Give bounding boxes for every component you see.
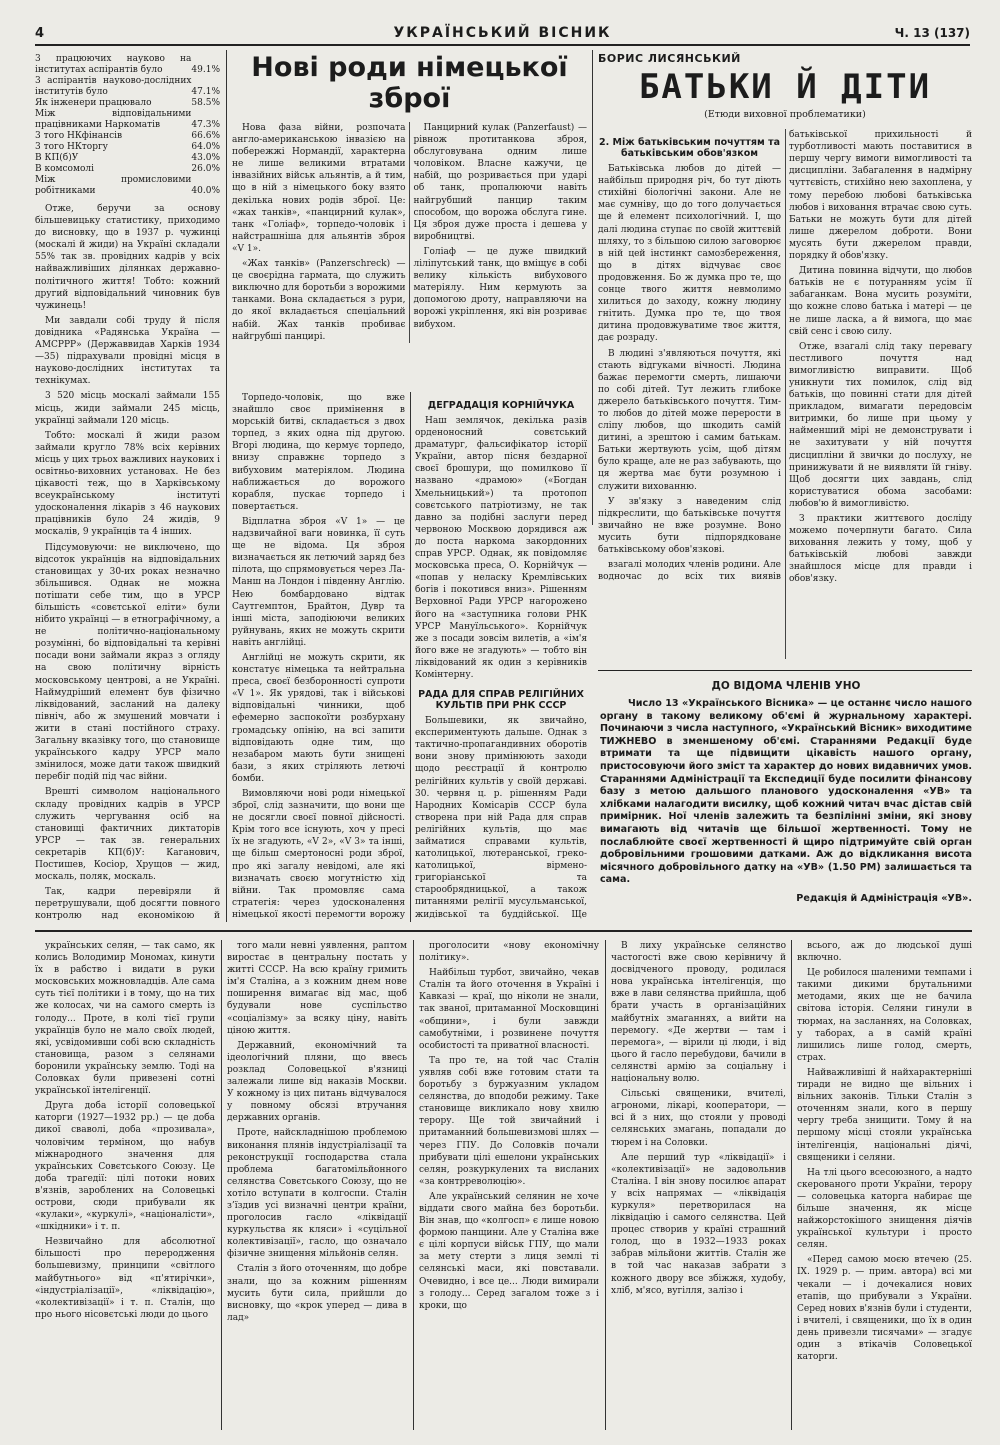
paragraph: українських селян, — так само, як колись Володимир Мономах, кинути їх в рабство і видати в руки московських можновладців. Але сама суть тієї політики і в тому, що на тих же колосах, чи на самого смерть із голоду... Проте, в колі тієї групи українців було не мало своїх людей, які, усвідомивши собі всю складність становища, разом з селянами боронили українську землю. Тоді на Соловках були привезені сотні української інтелігенції. [35, 941, 215, 1097]
article-body-continued [232, 392, 405, 922]
paragraph: Державний, економічний та ідеологічний пляни, що ввесь розклад Соловецької в'язниці залежали лише від наказів Москви. У кожному із цих питань відчувалося у повному обсязі втручання державних органів. [227, 1040, 407, 1124]
paragraph: Проте, найскладнішою проблемою виконання плянів індустріалізації та реконструкції господарства стала проблема багатомільйонного селянства Совєтського Союзу, що не хотіло вступати в колгоспи. Сталін з’їздив усі визначні центри країни, проголосив гасло «ліквідації куркульства як кляси» і «суцільної колективізації», гасло, що означало фізичне знищення мільйонів селян. [227, 1128, 407, 1260]
column-rule [410, 392, 411, 922]
paragraph: Відплатна зброя «V 1» — це надзвичайної ваги новинка, її суть ще не відома. Ця зброя визначається як летючий заряд без пілота, що спрямовується через Ла-Манш на Лондон і південну Англію. Нею бомбардовано відтак Саутгемптон, Брайтон, Дувр та інші міста, заподіюючи великих руйнувань, яких не можуть скрити навіть англійці. [232, 516, 405, 648]
stats-label: Між відповідальними працівниками Наркоматів [35, 109, 192, 130]
lower-column-1 [35, 940, 215, 1430]
paragraph: Отже, взагалі слід таку перевагу пестливого почуття над вимогливістю виправити. Щоб уникнути тих помилок, слід від батьків, що повинні стати для дітей прикладом, вимагати передовсім витримки, бо лише при цьому у найменший мірі не демонструвати і не захитувати у ній почуття дисципліни й звички до послуху, не принижувати й не виявляти їй гніву. Щоб досягти цих завдань, слід користуватися обома засобами: любов'ю й вимогливістю. [789, 341, 972, 509]
article-body [415, 415, 587, 681]
paragraph: Сільські священики, вчителі, агрономи, лікарі, кооператори, — всі й з них, що стояли у проводі селянських змагань, попадали до тюрем і на Соловки. [611, 1089, 786, 1148]
column-rule [791, 940, 792, 1430]
paragraph: проголосити «нову економічну політику». [419, 941, 599, 964]
paragraph: Англійці не можуть скрити, як констатує німецька та нейтральна преса, своєї безборонності супроти «V 1». Як урядові, так і військові відповідальні чинники, щоб ефемерно заспокоїти розбурхану громадську опінію, на всі запити відповідають одне тим, що незабаром мають бути знищені бази, з яких стріляють летючі бомби. [232, 652, 405, 784]
paragraph: Ми завдали собі труду й після довідника «Радянська Україна — АМСРРР» (Державвидав Харків 1934—35) підрахували провідні місця в науково-дослідних інститутах та технікумах. [35, 315, 220, 387]
paragraph: Отже, беручи за основу більшевицьку статистику, приходимо до висновку, що в 1937 р. чужинці (москалі й жиди) на Україні складали 55% так зв. провідних кадрів у всіх найважливіших ділянках державно-політичного життя! Тобто: кожний другий відповідальний чиновник був чужинець! [35, 204, 220, 311]
article-author: БОРИС ЛИСЯНСЬКИЙ [598, 52, 741, 65]
paragraph: «Жах танків» (Panzerschreck) — це своєрідна гармата, що служить виключно для боротьби з ворожими танками. Вона складається з рури, до якої вкладається спеціальний набій. Жах танків пробиває найгрубші панцирі. [232, 259, 406, 342]
stats-row [35, 76, 220, 98]
article-heading-korniychuk: ДЕГРАДАЦІЯ КОРНІЙЧУКА [427, 400, 575, 411]
lower-column-2 [227, 940, 407, 1430]
paragraph: 3 520 місць москалі займали 155 місць, жиди займали 245 місць, українці займали 120 місць. [35, 391, 220, 426]
column-1 [35, 54, 220, 922]
notice-heading: ДО ВІДОМА ЧЛЕНІВ УНО [711, 680, 861, 692]
articles-korniychuk-and-council [415, 392, 587, 922]
stats-label: 3 того НКторгу [35, 142, 108, 152]
article-headline: Нові роди німецької зброї [251, 52, 568, 114]
stats-row [35, 109, 220, 131]
paragraph: Большевики, як звичайно, експериментують дальше. Однак з тактично-пропагандивних оборотів вони знову примінюють заходи щодо реєстрації й контролю релігійних культів у своїй державі. 30. червня ц. р. рішенням Ради Народних Комісарів СССР була створена при ній Рада для справ релігійних культів, що має займатися справами культів, католицької, лютеранської, греко-католицької, вірмено-григоріанської та старообрядницької, а також питаннями релігії мусульманської, жидівської та буддійської. Ще [415, 716, 587, 920]
stats-label: Як інженери працювало [35, 98, 152, 108]
stats-value: 26.0% [191, 164, 220, 174]
paragraph: У зв'язку з наведеним слід підкреслити, що батьківське почуття звичайно не вже розумне. Воно мусить бути підпорядковане батьківському обов'язкові. [598, 496, 781, 555]
paragraph: Торпедо-чоловік, що вже знайшло своє примінення в морській битві, складається з двох торпед, з яких одна під другою. Вгорі людина, що кермує торпедо, внизу справжнє торпедо з вибуховим матеріялом. Людина наближається до ворожого корабля, пускає торпедо і повертається. [232, 393, 405, 512]
stats-value: 47.3% [191, 120, 220, 130]
stats-value: 49.1% [191, 65, 220, 75]
paragraph: Нова фаза війни, розпочата англо-американською інвазією на побережжі Нормандії, характерна не лише великими втратами інвазійних військ альянтів, а й тим, що в ній з німецького боку взято декілька нових родів зброї. Це: «жах танків», «панцирний кулак», танк «Голіаф», торпедо-чоловік і найстрашніша для альянтів зброя «V 1». [232, 123, 406, 254]
stats-value: 64.0% [191, 142, 220, 152]
page-number: 4 [35, 26, 45, 41]
paragraph: На тлі цього всесоюзного, а надто скерованого проти України, терору — соловецька каторга набирає ще більше значення, як місце найжорстокішого знищення діячів української культури і просто селян. [797, 1167, 972, 1251]
stats-row [35, 131, 220, 142]
lower-column-5 [797, 940, 972, 1430]
stats-label: 3 працюючих науково на інститутах аспірантів було [35, 54, 192, 75]
stats-row [35, 175, 220, 197]
paragraph: Вимовляючи нові роди німецької зброї, слід зазначити, що вони ще не досягли своєї повної дійсності. Крім того все існують, хоч у пресі їх не згадують, «V 2», «V 3» та інші, ще більш смертоносні роди зброї, про які загалу невідомі, але які визначать своєю могутністю хід війни. Так промовляє сама стратегія: через удосконалення німецької якості перемогти ворожу [232, 789, 405, 920]
paragraph: Тобто: москалі й жиди разом займали кругло 78% всіх керівних місць у цих трьох важливих наукових і освітньо-виховних установах. Не без цікавості теж, що в Харківському всеукраїнському інституті удосконалення лікарів з 46 наукових працівників було 24 жидів, 9 москалів, 9 українців та 4 інших. [35, 430, 220, 538]
stats-label: Між промисловими робітниками [35, 175, 192, 196]
paragraph: В людині з'являються почуття, які стають відгуками вічності. Людина бажає перемогти смерть, лишаючи по собі дітей. Тут лежить глибоке джерело батьківського почуття. Тим-то любов до дітей може перерости в сліпу любов, що шкодить самій дитині, а зрештою і самим батькам. Батьки жертвують усім, щоб дітям було краще, але не раз забувають, що ця жертва має бути розумною і служити вихованню. [598, 348, 781, 492]
article-body [232, 122, 587, 343]
stats-table [35, 54, 220, 197]
stats-row [35, 54, 220, 76]
lower-column-4 [611, 940, 786, 1430]
members-notice [600, 680, 972, 904]
paragraph: Друга доба історії соловецької каторги (1927—1932 рр.) — це доба дикої сваволі, доба «прозивала», чоловічим терміном, що набув міжнародного значення для українських Совєтського Союзу. Це доба трагедії: цілі потоки нових в'язнів, зароблених на Соловецькі острови, сюди прибували як «кулаки», «куркулі», «націоналісти», «шкідники» і т. п. [35, 1101, 215, 1233]
issue-number: Ч. 13 (137) [894, 26, 970, 40]
section-divider [598, 670, 972, 671]
paragraph: Це робилося шаленими темпами і такими дикими брутальними методами, яких ще не бачила світова історія. Селяни гинули в тюрмах, на засланнях, на Соловках, у таборах, а в самій країні лишились лише голод, смерть, страх. [797, 968, 972, 1063]
paragraph: Підсумовуючи: не виключено, що відсоток українців на відповідальних становищах у 30-их роках незначно збільшився. Однак не можна потішати себе тим, що в УРСР більшість «совєтської еліти» були нібито українці — в етнографічному, а не політично-національному розумінні, бо відповідальні та керівні посади вони займали якраз з огляду на свою політичну вірність московському центрові, а не Україні. Наймудріший елемент був фізично ліквідований, засланий на далеку північ, або ж змушений мовчати і жити в стані постійного страху. Загальну вказівку того, що становище українського кадру УРСР мало змінилося, може дати також швидкий перебіг подій під час війни. [35, 542, 220, 783]
paragraph: В лиху українське селянство частогості вже свою керівничу й досвідченого проводу, родилася нова українська інтелігенція, що вже в лави селянства прийшла, щоб брати участь в організаційних майбутніх змаганнях, а вийти на перемогу. «Де жертви — там і перемога», — вірили ці люди, і від цього й гасло перебудови, бачили в селянстві армію за соціальну і національну волю. [611, 941, 786, 1085]
column-rule [592, 50, 593, 525]
paragraph: Сталін з його оточенням, що добре знали, що за кожним рішенням мусить бути сила, прийшли до висновку, що «крок уперед — дива в лад» [227, 1264, 407, 1323]
article-section-heading: 2. Між батьківським почуттям та батьківським обов'язком [599, 137, 780, 160]
paragraph: Голіаф — це дуже швидкий ліліпутський танк, що вміщує в собі велику кількість вибухового матеріялу. Ним кермують за допомогою дроту, направляючи на ворожі укріплення, які він розриває вибухом. [413, 246, 587, 330]
stats-label: 3 того НКфінансів [35, 131, 123, 141]
stats-value: 58.5% [191, 98, 220, 108]
newspaper-title: УКРАЇНСЬКИЙ ВІСНИК [393, 25, 612, 41]
stats-label: 3 аспірантів науково-дослідних інститутів було [35, 76, 192, 97]
page-header [35, 22, 970, 46]
article-columns [598, 129, 972, 659]
stats-value: 40.0% [191, 186, 220, 196]
stats-value: 66.6% [191, 131, 220, 141]
page-divider [35, 930, 972, 932]
weapons-continued [232, 392, 405, 922]
paragraph: Батьківська любов до дітей — найбільш природня річ, бо тут діють стихійні біологічні закони. Але не має сумніву, що до того долучається ще й елемент психологічний. І, що далі людина ступає по своїй життєвій шляху, то з більшою силою заговорює в ній цей інстинкт самозбереження, що в дітях відчуває своє продовження. Бо ж думка про те, що сонце твого життя невмолимо хилиться до заходу, кожну людину гнітить. Думка про те, що твоя дитина продовжуватиме твоє життя, дає розраду. [598, 164, 781, 344]
column-rule [413, 940, 414, 1430]
paragraph: Але український селянин не хоче віддати свого майна без боротьби. Він знав, що «колгосп» є лише новою формою панщини. Але у Сталіна вже є цілі корпуси військ ГПУ, що мали за мету стерти з лиця землі ті селянські маси, які повставали. Очевидно, і все це... Люди вимирали з голоду... Серед загалом тоже з і кроки, що [419, 1191, 599, 1311]
stats-label: В комсомолі [35, 164, 94, 174]
paragraph: Та про те, на той час Сталін уявляв собі вже готовим стати та боротьбу з буржуазним укладом селянства, до вподоби режиму. Таке становище викликало нову хвилю терору. Ще той звичайний і притаманний большевизмові шлях — через ГПУ. До Соловків почали прибувати цілі ешелони українських селян, розкуркулених та висланих «за контрреволюцію». [419, 1055, 599, 1187]
stats-label: В КП(б)У [35, 153, 79, 163]
stats-row [35, 164, 220, 175]
stats-value: 43.0% [191, 153, 220, 163]
article-title: БАТЬКИ Й ДІТИ [638, 67, 932, 107]
paragraph: Так, кадри перевіряли й перетрушували, щоб досягти повного контролю над економікою й [35, 887, 220, 922]
article-subtitle: (Етюди виховної проблематики) [704, 109, 866, 120]
paragraph: «Перед самою моєю втечею (25. IX. 1929 р. — прим. автора) всі ми чекали — і дочекалися нових етапів, що прибували з України. Серед нових в'язнів були і студенти, і вчителі, і священики, що їх в один день привезли тисячами» — згадує один з втікачів Соловецької каторги. [797, 1255, 972, 1363]
column-rule [226, 50, 227, 922]
paragraph: Врешті символом національного складу провідних кадрів в УРСР служить чергування осіб на становищі фактичних диктаторів УРСР — так зв. генеральних секретарів КП(б)У: Каганович, Постишев, Косіор, Хрущов — жид, москаль, поляк, москаль. [35, 787, 220, 883]
column-rule [221, 940, 222, 1430]
paragraph: Наш землячок, декілька разів орденоносний совєтський драматург, фальсифікатор історії України, автор пісня бездарної своєї брошури, що помилково її названо «драмою» («Богдан Хмельницький») та протопоп совєтського патріотизму, не так давно за подібні заслуги перед червоною Москвою дорядився аж до поста наркома закордонних справ УРСР. Однак, як повідомляє московська преса, О. Корнійчук — «попав у неласку Кремлівських богів і покотився вниз». Рішенням Верховної Ради УРСР нагорожено його на «заступника голови РНК УРСР Мануїльського». Корнійчук же з посади зовсім вилетів, а «ім'я його вже не згадують» — тобто він ліквідований як один з керівників Комінтерну. [415, 416, 587, 680]
notice-signature: Редакція й Адміністрація «УВ». [796, 892, 972, 904]
paragraph: того мали невні уявлення, раптом виростає в центральну постать у житті СССР. На всю країну гримить ім'я Сталіна, а з кожним днем нове поширення вимагає від мас, щоб будували нове суспільство «соціалізму» за всяку ціну, навіть ціною життя. [227, 941, 407, 1036]
notice-body: Число 13 «Українського Вісника» — це останнє число нашого органу в такому великому об'ємі й журнальному характері. Починаючи з числа наступного, «Український Вісник» виходитиме ТИЖНЕВО в зменшеному об'ємі. Стараннями Редакції буде втримати та ще підвищити цікавість нашого органу, пристосовуючи його зміст та характер до нових видавничих умов. Стараннями Адміністрації та Експедиції буде посилити фінансову базу з метою дальшого планового удосконалення «УВ» та хлібками налагодити висилку, щоб кожний читач вчас дістав свій примірник. Ної членів залежить та безпілінні зміни, які знову вимагають від читачів ще більшої жертвенності. Тому не послаблюйте своєї жертвенності й щиро підтримуйте свій орган добровільними грошовими датками. Аж до відкликання висота місячного добровільного датку на «УВ» (1.50 РМ) залишається та сама. [600, 698, 972, 886]
stats-row [35, 142, 220, 153]
paragraph: З практики життєвого досліду можемо почерпнути багато. Сила виховання лежить у тому, щоб у батьківській любові завжди знайшлося місце для правди і обов'язку. [789, 514, 972, 585]
article-body [598, 163, 781, 556]
column-rule [605, 940, 606, 1430]
paragraph: Найважливіші й найхарактерніші тиради не видно ще вільних і вільних законів. Тільки Сталін з оточенням знали, кого в першу чергу треба знищити. Тому й на першому місці стояли українська інтелігенція, національні діячі, священики і селяни. [797, 1067, 972, 1163]
paragraph: Але перший тур «ліквідації» і «колективізації» не задовольнив Сталіна. І він знову посилює апарат у всіх напрямах — «ліквідація куркуля» перетворилася на ліквідацію і самого селянства. Цей процес створив у країні страшний голод, що в 1932—1933 роках забрав мільйони життів. Сталін же в той час наказав забрати з кожного двору все збіжжя, худобу, хліб, м'ясо, вугілля, залізо і [611, 1152, 786, 1296]
paragraph: Незвичайно для абсолютної більшості про переродження большевизму, принципи «світлого майбутнього» від «п'ятирічки», «індустріалізації», «ліквідацію», «колективізації» і т. п. Сталін, що про нього нісовєтські люди до цього [35, 1237, 215, 1320]
article-weapons [232, 52, 587, 388]
paragraph: всього, аж до людської душі включно. [797, 941, 972, 964]
column-1-text [35, 203, 220, 922]
article-body [415, 715, 587, 922]
paragraph: Панцирний кулак (Panzerfaust) — рівнож протитанкова зброя, обслуговувана одним лише чоловіком. Власне кажучи, це набій, що розривається при ударі об танк, пропалюючи навіть найгрубший панцир таким способом, що ворожа обслуга гине. Ця зброя дуже проста і дешева у виробництві. [413, 123, 587, 242]
stats-value: 47.1% [191, 87, 220, 97]
article-heading-religious-council: РАДА ДЛЯ СПРАВ РЕЛІГІЙНИХ КУЛЬТІВ ПРИ РНК СССР [418, 689, 584, 712]
paragraph: Дитина повинна відчути, що любов батьків не є потуранням усім її забаганкам. Вона мусить розуміти, що кожне слово батька і матері — це не лише ласка, а й вимога, що має свій сенс і свою силу. [789, 266, 972, 337]
stats-row [35, 153, 220, 164]
lower-column-3 [419, 940, 599, 1430]
paragraph: Найбільш турбот, звичайно, чекав Сталін та його оточення в Україні і Кавказі — краї, що ніколи не знали, так званої, притаманної Московщині «общини», і були завжди самобутніми, і розвинене почуття особистості та приватної власності. [419, 968, 599, 1051]
article-parents-children [598, 52, 972, 662]
paragraph: взагалі молодих членів родини. Але водночас до всіх тих виявів батьківської прихильності й турботливості мають поставитися в першу чергу вимоги вимогливості та дисципліни. Забагалення в надмірну чуттєвість, стихійно нею захоплена, у тому перебою любові батьківська любов і виховання втрачає свою суть. Батьки не можуть бути для дітей лише джерелом доброти. Вони мусять бути джерелом правди, порядку й обов'язку. [598, 130, 972, 583]
stats-row [35, 98, 220, 109]
